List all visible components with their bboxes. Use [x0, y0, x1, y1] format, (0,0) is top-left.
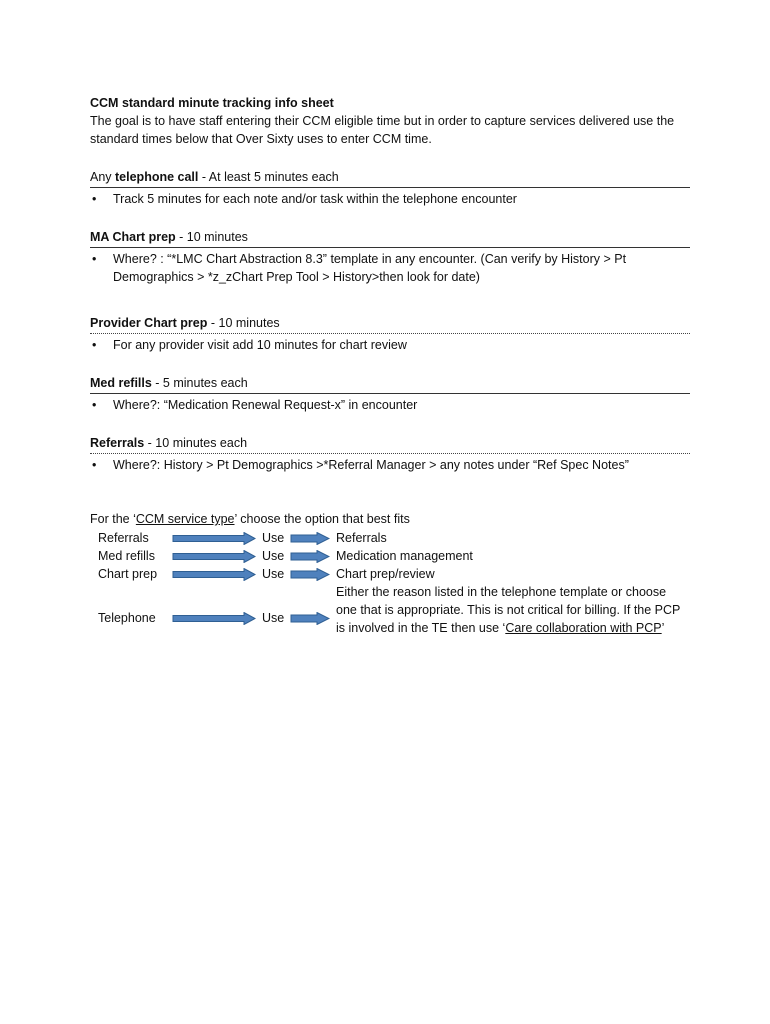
- service-category: Med refills: [98, 549, 155, 563]
- service-type-intro: [90, 510, 690, 528]
- section-heading: [90, 434, 690, 454]
- bullet-list: [90, 456, 690, 474]
- service-result: Chart prep/review: [336, 567, 435, 581]
- care-collaboration-link[interactable]: Care collaboration with PCP: [505, 621, 662, 635]
- heading-prefix: Any: [90, 170, 116, 184]
- service-category: Telephone: [98, 611, 156, 625]
- section-telephone-call: [90, 168, 690, 208]
- right-arrow-icon: [290, 532, 330, 545]
- section-heading: [90, 314, 690, 334]
- service-category: Referrals: [98, 531, 149, 545]
- right-arrow-icon: [172, 568, 256, 581]
- list-item-text: Where?: “Medication Renewal Request-x” in encounter: [113, 398, 418, 412]
- document-intro: The goal is to have staff entering their CCM eligible time but in order to capture services delivered use the standard times below that Over Sixty uses to enter CCM time.: [90, 114, 675, 146]
- section-referrals: [90, 434, 690, 474]
- list-item-text: For any provider visit add 10 minutes for chart review: [113, 338, 407, 352]
- use-label: Use: [262, 567, 285, 581]
- service-result: Medication management: [336, 549, 473, 563]
- list-item-text: Track 5 minutes for each note and/or task within the telephone encounter: [113, 192, 517, 206]
- bullet-dot-icon: •: [92, 252, 97, 266]
- heading-bold: Provider Chart prep: [90, 316, 208, 330]
- section-heading: [90, 228, 690, 248]
- section-ma-chart-prep: [90, 228, 690, 286]
- right-arrow-icon: [172, 612, 256, 625]
- list-item-text: Where? : “*LMC Chart Abstraction 8.3” template in any encounter. (Can verify by History > Pt Demographics > *z_zChart Prep Tool > History>then look for date): [113, 252, 627, 284]
- service-result: Referrals: [336, 531, 387, 545]
- ccm-service-type-link[interactable]: CCM service type: [135, 512, 235, 526]
- right-arrow-icon: [290, 550, 330, 563]
- service-row-referrals: [90, 529, 690, 547]
- list-item: [90, 190, 690, 208]
- use-label: Use: [262, 531, 285, 545]
- right-arrow-icon: [172, 550, 256, 563]
- bullet-dot-icon: •: [92, 458, 97, 472]
- right-arrow-icon: [290, 612, 330, 625]
- heading-rest: - 5 minutes each: [151, 376, 248, 390]
- use-label: Use: [262, 611, 285, 625]
- list-item: [90, 396, 690, 414]
- bullet-list: [90, 250, 690, 286]
- bullet-list: [90, 336, 690, 354]
- telephone-result-text: Either the reason listed in the telephone template or choose one that is appropriate. This is not critical for billing. If the PCP is involved in the TE then use ‘: [336, 585, 681, 635]
- bullet-list: [90, 396, 690, 414]
- telephone-result-end: ’: [661, 621, 665, 635]
- section-provider-chart-prep: [90, 314, 690, 354]
- list-item: [90, 336, 690, 354]
- bullet-list: [90, 190, 690, 208]
- heading-bold: telephone call: [115, 170, 199, 184]
- heading-rest: - 10 minutes: [207, 316, 280, 330]
- right-arrow-icon: [290, 568, 330, 581]
- service-mapping-table: [90, 529, 690, 669]
- use-label: Use: [262, 549, 285, 563]
- heading-bold: Referrals: [90, 436, 145, 450]
- service-row-telephone: [90, 585, 690, 635]
- list-item-text: Where?: History > Pt Demographics >*Referral Manager > any notes under “Ref Spec Notes”: [113, 458, 629, 472]
- service-category: Chart prep: [98, 567, 158, 581]
- service-row-chart-prep: [90, 565, 690, 583]
- section-heading: [90, 374, 690, 394]
- document-page: [90, 94, 690, 669]
- heading-bold: Med refills: [90, 376, 152, 390]
- section-med-refills: [90, 374, 690, 414]
- list-item: [90, 250, 690, 286]
- bullet-dot-icon: •: [92, 338, 97, 352]
- heading-rest: - 10 minutes each: [144, 436, 248, 450]
- service-row-med-refills: [90, 547, 690, 565]
- service-result: [336, 583, 681, 637]
- list-item: [90, 456, 690, 474]
- bullet-dot-icon: •: [92, 192, 97, 206]
- heading-bold: MA Chart prep: [90, 230, 176, 244]
- bullet-dot-icon: •: [92, 398, 97, 412]
- heading-rest: - 10 minutes: [175, 230, 248, 244]
- heading-rest: - At least 5 minutes each: [198, 170, 339, 184]
- document-title: CCM standard minute tracking info sheet: [90, 96, 334, 110]
- service-intro-before: For the ‘: [90, 512, 136, 526]
- service-intro-after: ’ choose the option that best fits: [234, 512, 410, 526]
- section-heading: [90, 168, 690, 188]
- right-arrow-icon: [172, 532, 256, 545]
